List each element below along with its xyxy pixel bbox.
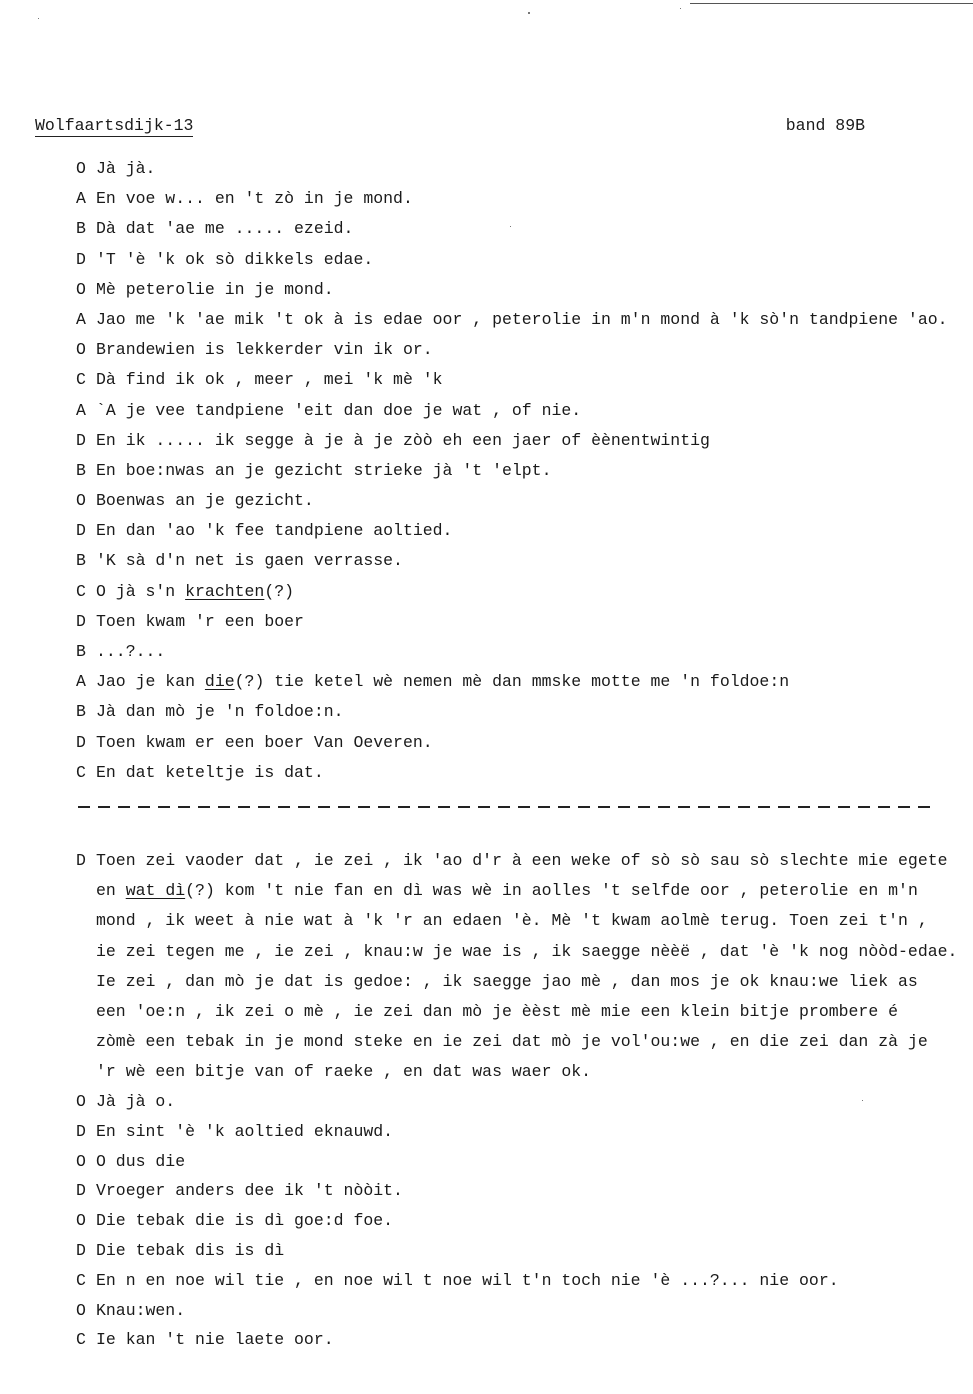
dialogue-line	[76, 245, 971, 275]
paragraph-section	[76, 846, 971, 1088]
utterance-text: Die tebak dis is dì	[96, 1240, 285, 1260]
dialogue-section-1	[76, 154, 971, 788]
underlined-uncertain-word: die	[204, 672, 235, 692]
utterance-text: En voe w... en 't zò in je mond.	[96, 189, 413, 209]
speaker-label: C	[76, 370, 86, 390]
dialogue-line	[76, 1236, 971, 1266]
document-title: Wolfaartsdijk-13	[35, 116, 194, 135]
dialogue-line	[76, 758, 971, 788]
dialogue-section-2	[76, 1087, 971, 1355]
speaker-label: D	[76, 611, 86, 631]
paragraph-line: zòmè een tebak in je mond steke en ie zei dat mò je vol'ou:we , en die zei dan zà je	[96, 1032, 928, 1052]
scan-speck	[680, 8, 681, 9]
speaker-label: O	[76, 340, 86, 360]
speaker-label: C	[76, 1270, 86, 1290]
utterance-text: Toen kwam er een boer Van Oeveren.	[96, 732, 433, 752]
dialogue-line	[76, 697, 971, 727]
utterance-body	[96, 846, 971, 1088]
utterance-text-pre: Jao je kan	[96, 672, 205, 692]
dialogue-line	[76, 1206, 971, 1236]
dialogue-line	[76, 184, 971, 214]
dialogue-line	[76, 214, 971, 244]
speaker-label: O	[76, 1300, 86, 1320]
speaker-label: B	[76, 551, 86, 571]
speaker-label: A	[76, 189, 86, 209]
speaker-label: D	[76, 430, 86, 450]
utterance-text: Knau:wen.	[96, 1300, 186, 1320]
dialogue-line	[76, 154, 971, 184]
dialogue-line	[76, 637, 971, 667]
dialogue-line	[76, 486, 971, 516]
utterance-text-post: (?)	[264, 581, 295, 601]
dialogue-line	[76, 516, 971, 546]
top-edge-rule	[690, 3, 973, 4]
dialogue-line	[76, 1117, 971, 1147]
utterance-text: Brandewien is lekkerder vin ik or.	[96, 340, 433, 360]
paragraph-line: 'r wè een bitje van of raeke , en dat was waer ok.	[96, 1062, 592, 1082]
utterance-text: Dà dat 'ae me ..... ezeid.	[96, 219, 354, 239]
dialogue-line	[76, 426, 971, 456]
dialogue-line	[76, 1296, 971, 1326]
utterance-text: En ik ..... ik segge à je à je zòò eh een jaer of èènentwintig	[96, 430, 710, 450]
speaker-label: B	[76, 642, 86, 661]
paragraph-text-post: (?) kom 't nie fan en dì was wè in aolles 't selfde oor , peterolie en m'n	[185, 881, 918, 901]
utterance-text: Mè peterolie in je mond.	[96, 279, 334, 299]
utterance-text: `A je vee tandpiene 'eit dan doe je wat , of nie.	[96, 400, 582, 420]
utterance-text: En dan 'ao 'k fee tandpiene aoltied.	[96, 521, 453, 541]
speaker-label: A	[76, 400, 86, 420]
utterance-text: En n en noe wil tie , en noe wil t noe wil t'n toch nie 'è ...?... nie oor.	[96, 1270, 839, 1290]
paragraph-line	[96, 876, 971, 906]
speaker-label: D	[76, 249, 86, 269]
dialogue-line	[76, 607, 971, 637]
dialogue-line	[76, 396, 971, 426]
underlined-uncertain-phrase: wat dì	[125, 881, 186, 901]
paragraph-text-pre: en	[96, 881, 126, 901]
tape-reference: band 89B	[785, 116, 865, 135]
long-utterance	[76, 846, 971, 1088]
speaker-label: O	[76, 1211, 86, 1231]
dialogue-line	[76, 335, 971, 365]
paragraph-line: ie zei tegen me , ie zei , knau:w je wae is , ik saegge nèèë , dat 'è 'k nog nòòd-edae.	[96, 941, 958, 961]
paragraph-line: Ie zei , dan mò je dat is gedoe: , ik saegge jao mè , dan mos je ok knau:we liek as	[96, 971, 918, 991]
paragraph-line: Toen zei vaoder dat , ie zei , ik 'ao d'r à een weke of sò sò sau sò slechte mie egete	[96, 851, 948, 870]
utterance-text: Vroeger anders dee ik 't nòòit.	[96, 1181, 403, 1201]
utterance-text: Jao me 'k 'ae mik 't ok à is edae oor , peterolie in m'n mond à 'k sò'n tandpiene 'ao.	[96, 309, 948, 329]
utterance-text: En boe:nwas an je gezicht strieke jà 't 'elpt.	[96, 460, 552, 480]
utterance-text: O dus die	[96, 1151, 186, 1171]
dialogue-line	[76, 1176, 971, 1206]
utterance-text: Jà jà o.	[96, 1092, 176, 1111]
speaker-label: C	[76, 1330, 86, 1350]
utterance-text: En dat keteltje is dat.	[96, 762, 324, 782]
speaker-label: O	[76, 1092, 86, 1111]
speaker-label: D	[76, 1181, 86, 1201]
speaker-label: D	[76, 1240, 86, 1260]
dialogue-line	[76, 305, 971, 335]
speaker-label: O	[76, 159, 86, 178]
utterance-text: Die tebak die is dì goe:d foe.	[96, 1211, 394, 1231]
speaker-label: B	[76, 219, 86, 239]
speaker-label: C	[76, 581, 86, 601]
scan-speck	[38, 18, 39, 19]
utterance-text	[96, 667, 789, 697]
scan-speck	[528, 12, 530, 14]
dialogue-line	[76, 275, 971, 305]
section-divider	[78, 806, 938, 808]
utterance-text	[96, 577, 294, 607]
speaker-label: O	[76, 491, 86, 511]
utterance-text: 'T 'è 'k ok sò dikkels edae.	[96, 249, 374, 269]
utterance-text: Toen kwam 'r een boer	[96, 611, 304, 631]
utterance-text: Jà dan mò je 'n foldoe:n.	[96, 702, 344, 722]
dialogue-line	[76, 1266, 971, 1296]
utterance-text-post: (?) tie ketel wè nemen mè dan mmske motte me 'n foldoe:n	[234, 672, 790, 692]
page-header	[35, 116, 865, 138]
dialogue-line	[76, 456, 971, 486]
utterance-text: ...?...	[96, 642, 166, 661]
speaker-label: D	[76, 521, 86, 541]
dialogue-line	[76, 667, 971, 697]
dialogue-line	[76, 577, 971, 607]
utterance-text: Dà find ik ok , meer , mei 'k mè 'k	[96, 370, 443, 390]
dialogue-line	[76, 1325, 971, 1355]
speaker-label: D	[76, 732, 86, 752]
paragraph-line: mond , ik weet à nie wat à 'k 'r an edaen 'è. Mè 't kwam aolmè terug. Toen zei t'n ,	[96, 911, 928, 931]
dialogue-line	[76, 546, 971, 576]
speaker-label: A	[76, 309, 86, 329]
utterance-text-pre: O jà s'n	[96, 581, 186, 601]
dialogue-line	[76, 728, 971, 758]
speaker-label: C	[76, 762, 86, 782]
utterance-text: 'K sà d'n net is gaen verrasse.	[96, 551, 403, 571]
utterance-text: Ie kan 't nie laete oor.	[96, 1330, 334, 1350]
speaker-label: O	[76, 279, 86, 299]
underlined-uncertain-word: krachten	[185, 581, 265, 601]
paragraph-line: een 'oe:n , ik zei o mè , ie zei dan mò je èèst mè mie een klein bitje prombere é	[96, 1001, 899, 1021]
speaker-label: D	[76, 851, 86, 870]
speaker-label: D	[76, 1121, 86, 1141]
utterance-text: En sint 'è 'k aoltied eknauwd.	[96, 1121, 394, 1141]
speaker-label: A	[76, 672, 86, 692]
dialogue-line	[76, 1147, 971, 1177]
utterance-text: Boenwas an je gezicht.	[96, 491, 314, 511]
utterance-text: Jà jà.	[96, 159, 156, 178]
dialogue-line	[76, 365, 971, 395]
speaker-label: B	[76, 702, 86, 722]
speaker-label: O	[76, 1151, 86, 1171]
dialogue-line	[76, 1087, 971, 1117]
speaker-label: B	[76, 460, 86, 480]
